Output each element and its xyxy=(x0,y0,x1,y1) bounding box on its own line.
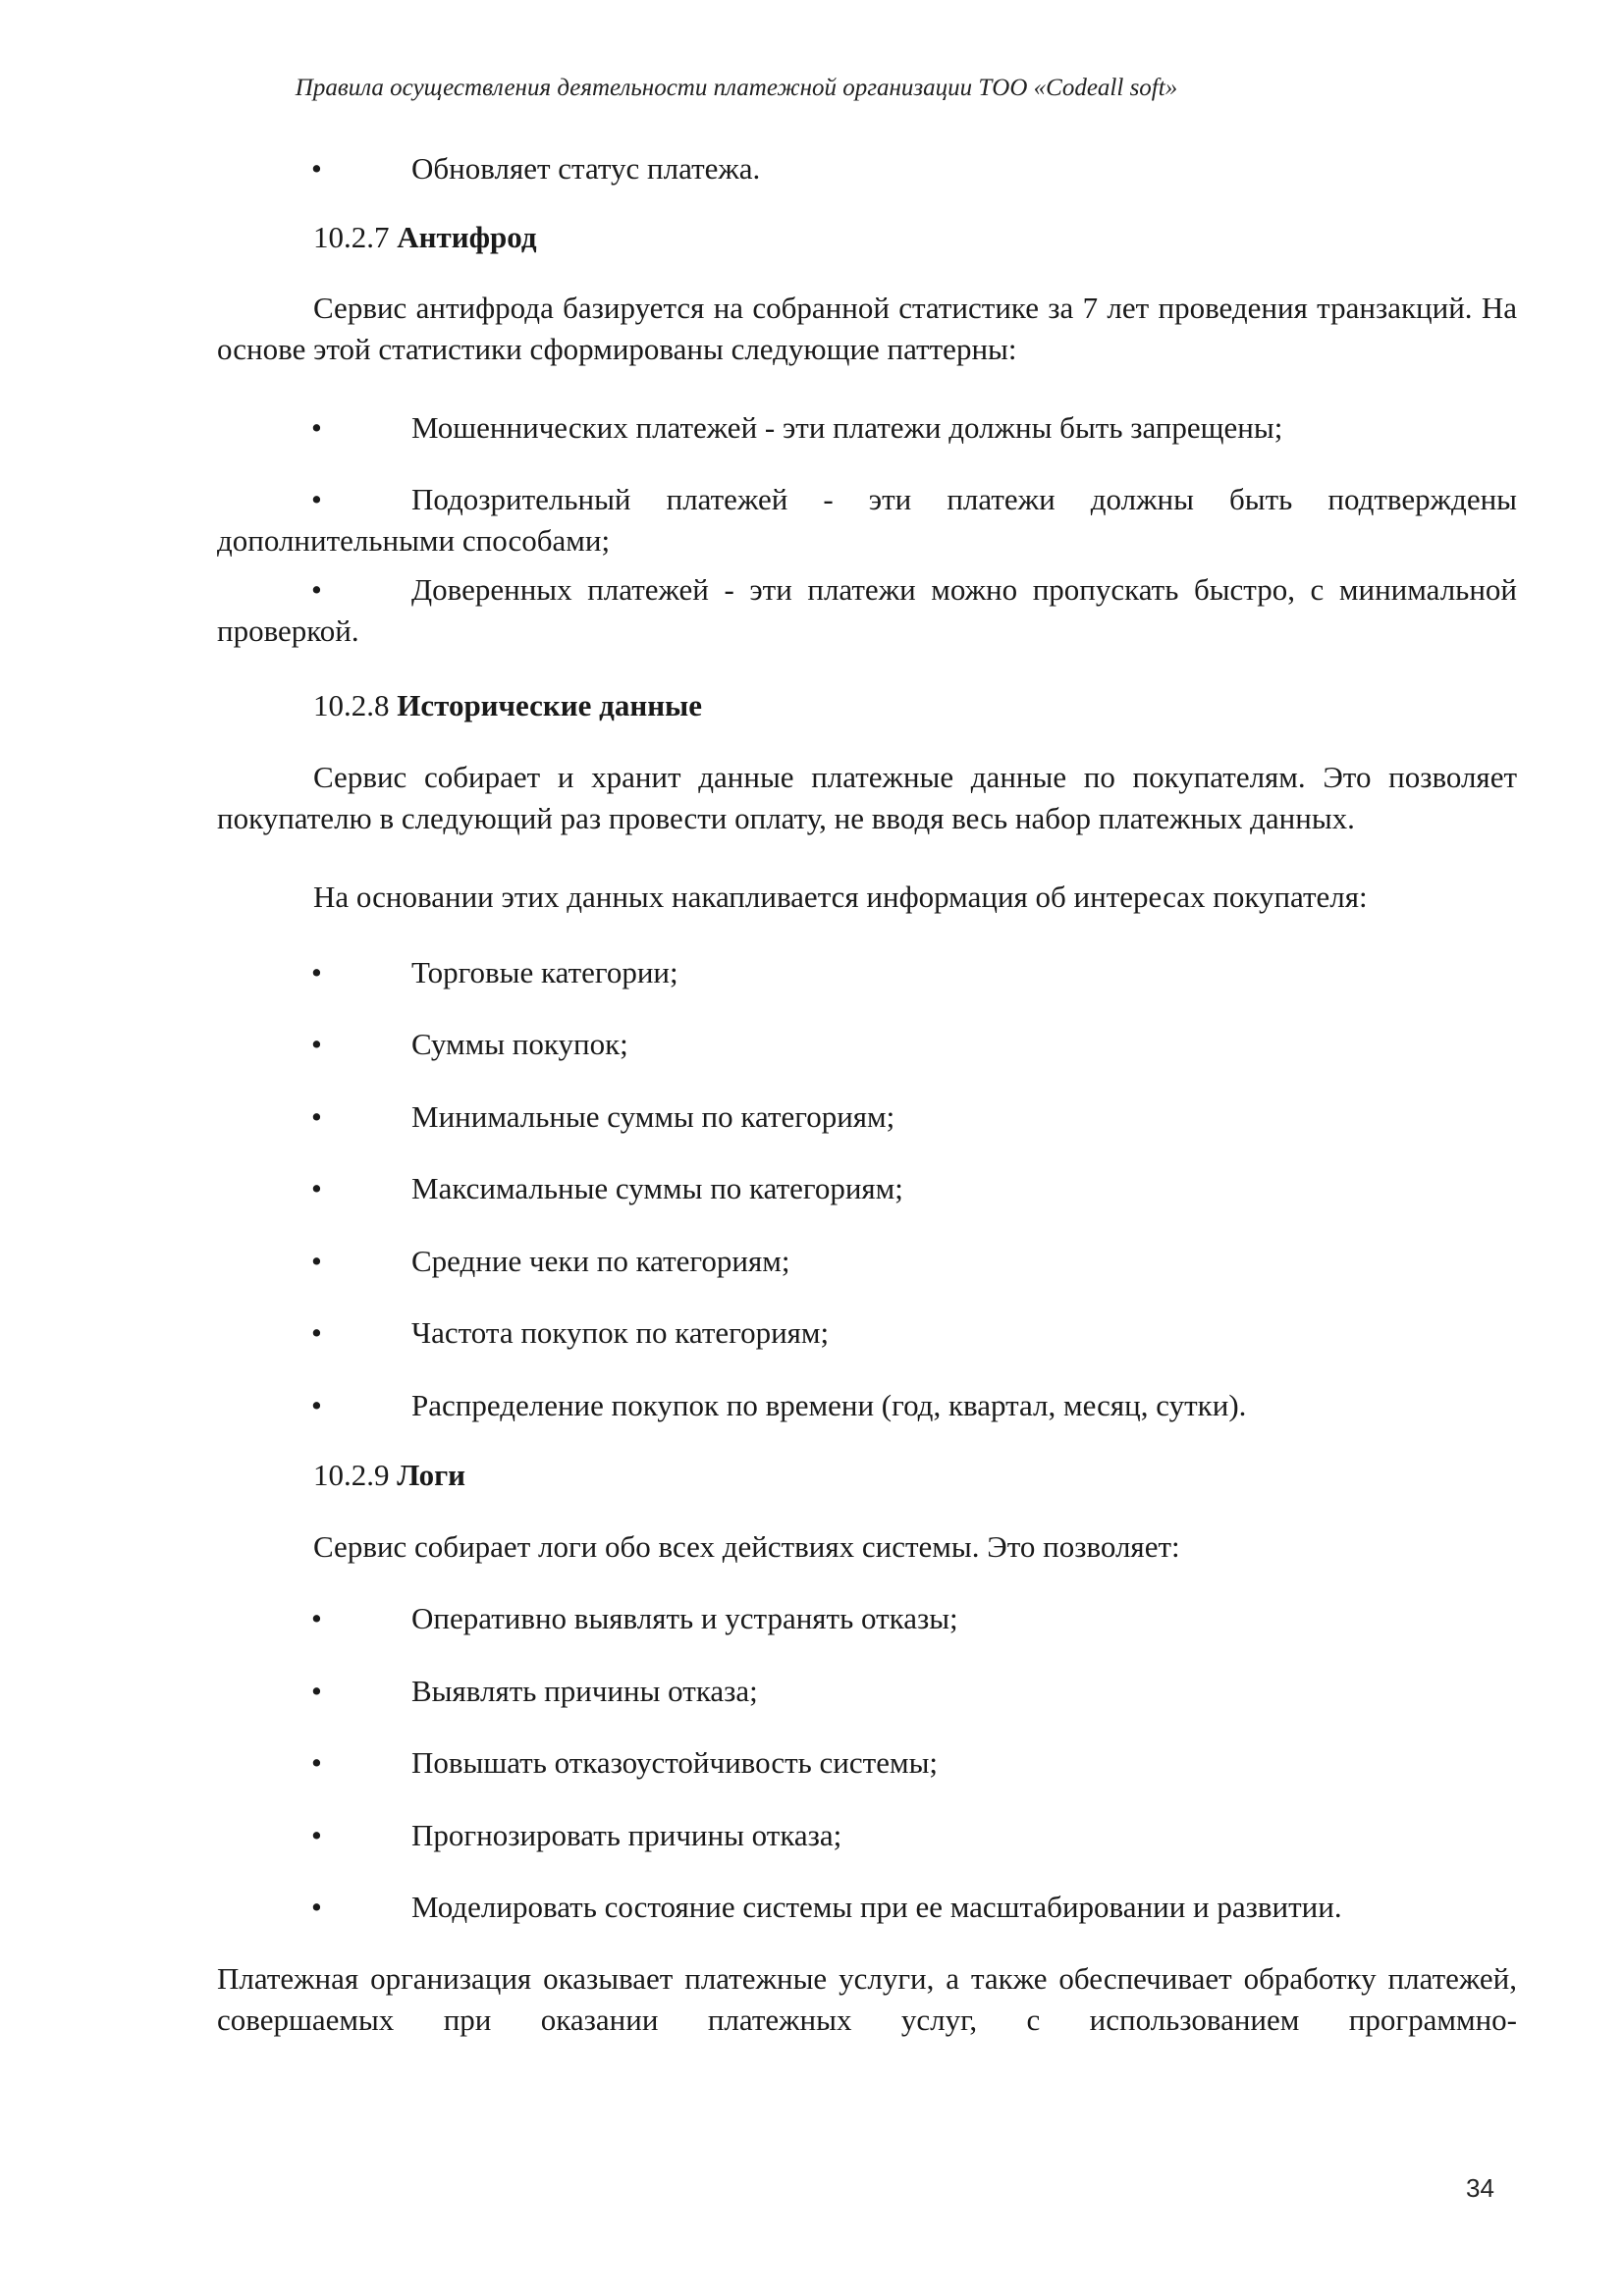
list-item-text: Доверенных платежей - эти платежи можно пропускать быстро, с минимальной проверкой. xyxy=(217,572,1517,648)
section-number: 10.2.8 xyxy=(313,688,390,722)
list-item-text: Обновляет статус платежа. xyxy=(411,151,761,186)
paragraph-history-2: На основании этих данных накапливается информация об интересах покупателя: xyxy=(313,880,1368,914)
list-item-text: Максимальные суммы по категориям; xyxy=(411,1171,903,1205)
list-item xyxy=(217,1742,1517,1784)
running-header: Правила осуществления деятельности платежной организации ТОО «Codeall soft» xyxy=(295,75,1178,101)
list-item xyxy=(217,1598,1517,1639)
section-number: 10.2.7 xyxy=(313,220,390,254)
list-item xyxy=(217,1385,1517,1426)
list-item xyxy=(217,569,1517,652)
list-item xyxy=(217,407,1517,449)
list-item-text: Моделировать состояние системы при ее масштабировании и развитии. xyxy=(411,1890,1342,1924)
paragraph-closing: Платежная организация оказывает платежные услуги, а также обеспечивает обработку платежей, совершаемых при оказании платежных услуг, с использованием программно- xyxy=(217,1961,1517,2037)
bullet-glyph: • xyxy=(311,572,322,607)
bullet-glyph: • xyxy=(311,955,322,989)
bullet-glyph: • xyxy=(311,410,322,445)
list-item-text: Повышать отказоустойчивость системы; xyxy=(411,1745,939,1780)
paragraph-logs-intro: Сервис собирает логи обо всех действиях системы. Это позволяет: xyxy=(313,1529,1180,1564)
list-item xyxy=(217,148,1517,189)
list-item xyxy=(217,1168,1517,1209)
bullet-glyph: • xyxy=(311,1388,322,1422)
list-item-text: Мошеннических платежей - эти платежи должны быть запрещены; xyxy=(411,410,1283,445)
paragraph-antifraud-intro: Сервис антифрода базируется на собранной статистике за 7 лет проведения транзакций. На основе этой статистики сформированы следующие паттерны: xyxy=(217,291,1517,366)
list-item-text: Подозрительный платежей - эти платежи должны быть подтверждены дополнительными способами; xyxy=(217,482,1517,558)
list-item-text: Выявлять причины отказа; xyxy=(411,1674,758,1708)
page-number: 34 xyxy=(1466,2173,1494,2203)
bullet-glyph: • xyxy=(311,1818,322,1852)
section-heading-10-2-7 xyxy=(217,217,1613,258)
bullet-glyph: • xyxy=(311,151,322,186)
bullet-glyph: • xyxy=(311,1890,322,1924)
bullet-glyph: • xyxy=(311,1315,322,1350)
section-heading-10-2-8 xyxy=(217,685,1613,726)
list-item xyxy=(217,1887,1517,1928)
list-item xyxy=(217,1024,1517,1065)
bullet-glyph: • xyxy=(311,1171,322,1205)
bullet-glyph: • xyxy=(311,1601,322,1635)
bullet-glyph: • xyxy=(311,1244,322,1278)
list-item-text: Оперативно выявлять и устранять отказы; xyxy=(411,1601,958,1635)
bullet-glyph: • xyxy=(311,1674,322,1708)
list-item xyxy=(217,1671,1517,1712)
list-item xyxy=(217,952,1517,993)
list-item-text: Суммы покупок; xyxy=(411,1027,628,1061)
section-number: 10.2.9 xyxy=(313,1458,390,1492)
bullet-glyph: • xyxy=(311,1745,322,1780)
paragraph-history-1: Сервис собирает и хранит данные платежные данные по покупателям. Это позволяет покупателю в следующий раз провести оплату, не вводя весь набор платежных данных. xyxy=(217,760,1517,835)
section-title: Исторические данные xyxy=(397,688,703,722)
section-title: Логи xyxy=(397,1458,466,1492)
section-title: Антифрод xyxy=(397,220,537,254)
list-item-text: Торговые категории; xyxy=(411,955,678,989)
section-heading-10-2-9 xyxy=(217,1455,1613,1496)
list-item-text: Прогнозировать причины отказа; xyxy=(411,1818,842,1852)
list-item xyxy=(217,1096,1517,1138)
list-item-text: Средние чеки по категориям; xyxy=(411,1244,790,1278)
list-item xyxy=(217,1312,1517,1354)
list-item xyxy=(217,479,1517,561)
bullet-glyph: • xyxy=(311,1027,322,1061)
list-item xyxy=(217,1815,1517,1856)
list-item-text: Распределение покупок по времени (год, квартал, месяц, сутки). xyxy=(411,1388,1247,1422)
list-item-text: Минимальные суммы по категориям; xyxy=(411,1099,895,1134)
list-item-text: Частота покупок по категориям; xyxy=(411,1315,830,1350)
bullet-glyph: • xyxy=(311,1099,322,1134)
list-item xyxy=(217,1241,1517,1282)
bullet-glyph: • xyxy=(311,482,322,516)
